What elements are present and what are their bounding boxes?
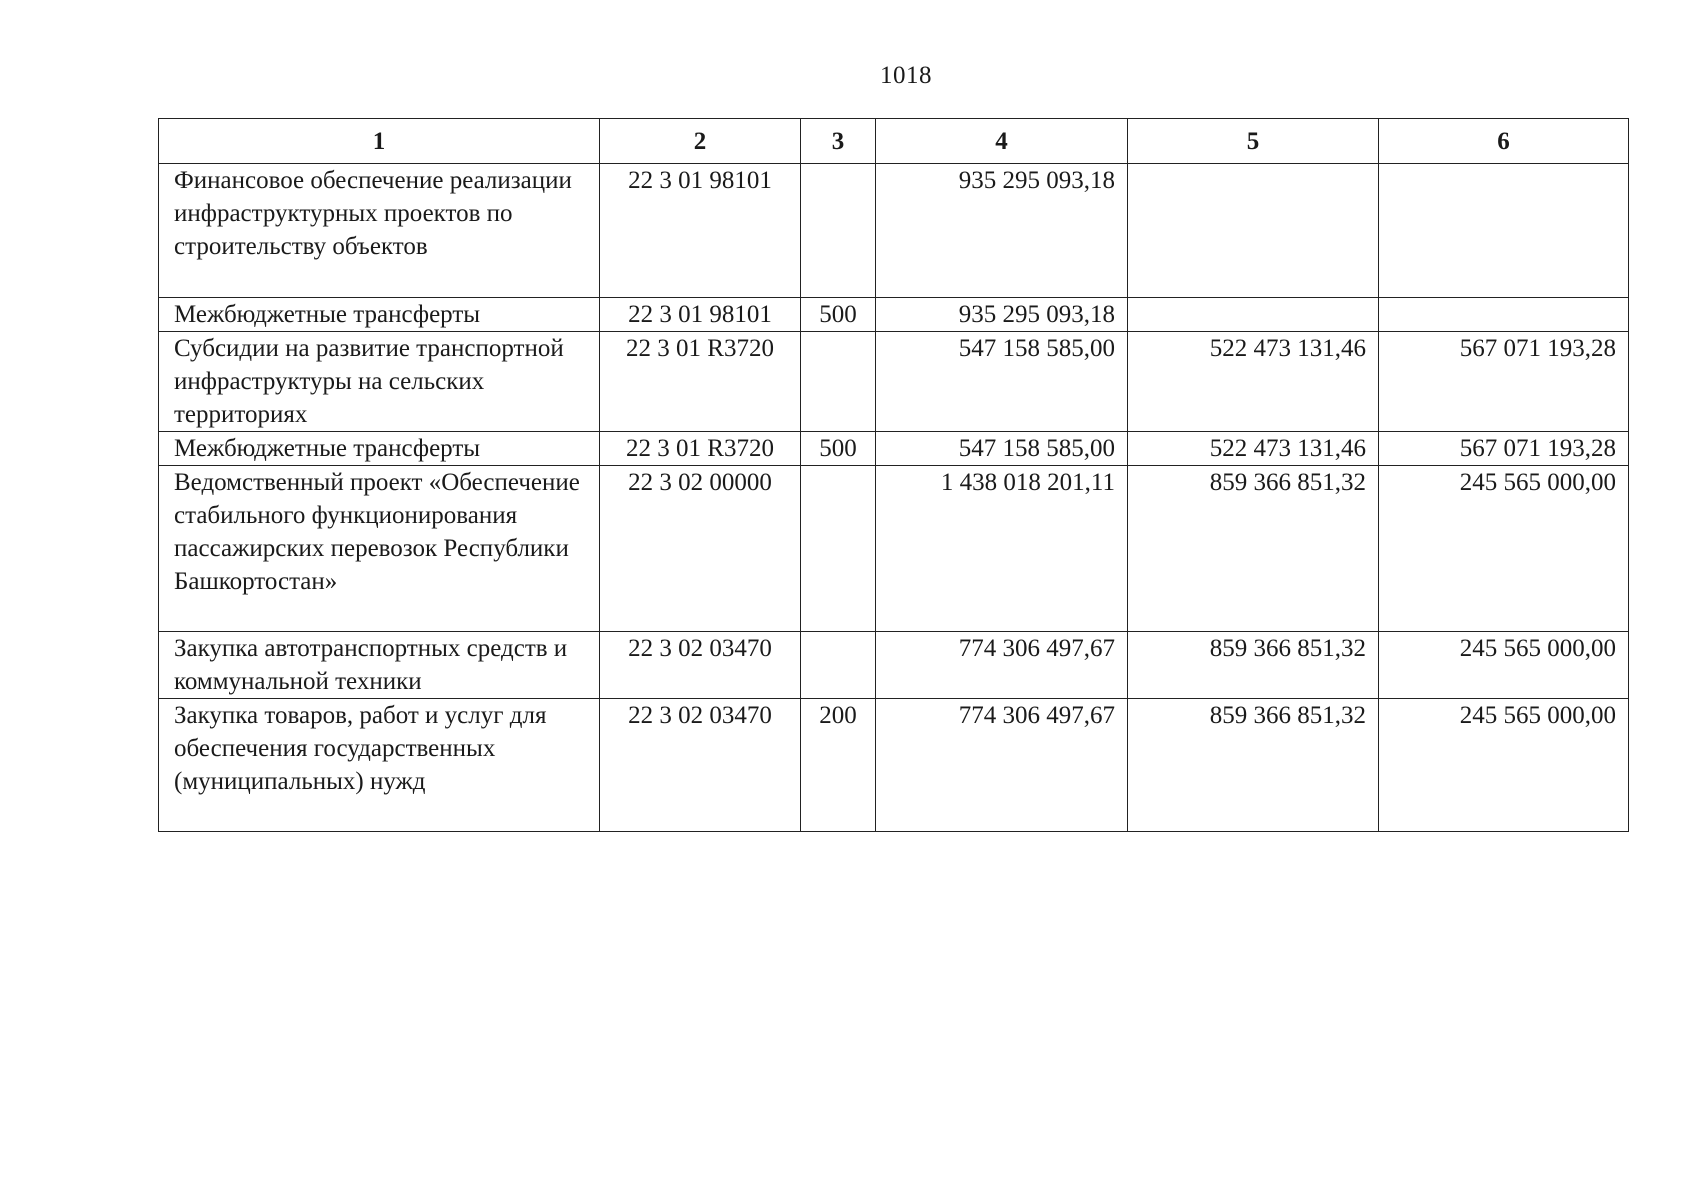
- row-name-cell: Субсидии на развитие транспортной инфраструктуры на сельских территориях: [159, 332, 600, 432]
- row-value-cell: 774 306 497,67: [876, 699, 1128, 832]
- row-type-cell: [801, 164, 876, 298]
- column-header: 2: [600, 119, 801, 164]
- row-type-cell: 500: [801, 432, 876, 466]
- table-header-row: [159, 119, 1629, 164]
- row-name-cell: Финансовое обеспечение реализации инфраструктурных проектов по строительству объектов: [159, 164, 600, 298]
- row-type-cell: 200: [801, 699, 876, 832]
- table-row: [159, 332, 1629, 432]
- row-value-cell: 774 306 497,67: [876, 632, 1128, 699]
- row-value-cell: [1128, 164, 1379, 298]
- table-row: [159, 699, 1629, 832]
- column-header: 1: [159, 119, 600, 164]
- column-header: 4: [876, 119, 1128, 164]
- row-value-cell: 245 565 000,00: [1379, 466, 1629, 632]
- row-value-cell: 522 473 131,46: [1128, 332, 1379, 432]
- row-value-cell: 522 473 131,46: [1128, 432, 1379, 466]
- row-value-cell: [1379, 164, 1629, 298]
- row-name-cell: Закупка товаров, работ и услуг для обеспечения государственных (муниципальных) нужд: [159, 699, 600, 832]
- row-code-cell: 22 3 02 03470: [600, 632, 801, 699]
- page-number: 1018: [880, 62, 932, 89]
- budget-table: [158, 118, 1629, 832]
- row-value-cell: 567 071 193,28: [1379, 432, 1629, 466]
- row-value-cell: 859 366 851,32: [1128, 632, 1379, 699]
- table-row: [159, 432, 1629, 466]
- row-value-cell: 1 438 018 201,11: [876, 466, 1128, 632]
- row-value-cell: 859 366 851,32: [1128, 699, 1379, 832]
- row-type-cell: [801, 632, 876, 699]
- column-header: 3: [801, 119, 876, 164]
- row-name-cell: Межбюджетные трансферты: [159, 432, 600, 466]
- row-name-cell: Закупка автотранспортных средств и коммунальной техники: [159, 632, 600, 699]
- row-value-cell: [1379, 298, 1629, 332]
- table-row: [159, 632, 1629, 699]
- row-value-cell: 245 565 000,00: [1379, 699, 1629, 832]
- table-row: [159, 466, 1629, 632]
- row-code-cell: 22 3 01 R3720: [600, 332, 801, 432]
- row-value-cell: [1128, 298, 1379, 332]
- row-type-cell: [801, 466, 876, 632]
- row-value-cell: 547 158 585,00: [876, 332, 1128, 432]
- column-header: 5: [1128, 119, 1379, 164]
- column-header: 6: [1379, 119, 1629, 164]
- row-name-cell: Ведомственный проект «Обеспечение стабильного функционирования пассажирских перевозок Республики Башкортостан»: [159, 466, 600, 632]
- row-value-cell: 245 565 000,00: [1379, 632, 1629, 699]
- row-type-cell: [801, 332, 876, 432]
- table-row: [159, 164, 1629, 298]
- row-code-cell: 22 3 01 R3720: [600, 432, 801, 466]
- row-value-cell: 935 295 093,18: [876, 298, 1128, 332]
- row-code-cell: 22 3 01 98101: [600, 298, 801, 332]
- row-value-cell: 935 295 093,18: [876, 164, 1128, 298]
- row-type-cell: 500: [801, 298, 876, 332]
- row-value-cell: 567 071 193,28: [1379, 332, 1629, 432]
- row-code-cell: 22 3 02 00000: [600, 466, 801, 632]
- row-code-cell: 22 3 01 98101: [600, 164, 801, 298]
- row-name-cell: Межбюджетные трансферты: [159, 298, 600, 332]
- row-value-cell: 547 158 585,00: [876, 432, 1128, 466]
- row-code-cell: 22 3 02 03470: [600, 699, 801, 832]
- table-row: [159, 298, 1629, 332]
- row-value-cell: 859 366 851,32: [1128, 466, 1379, 632]
